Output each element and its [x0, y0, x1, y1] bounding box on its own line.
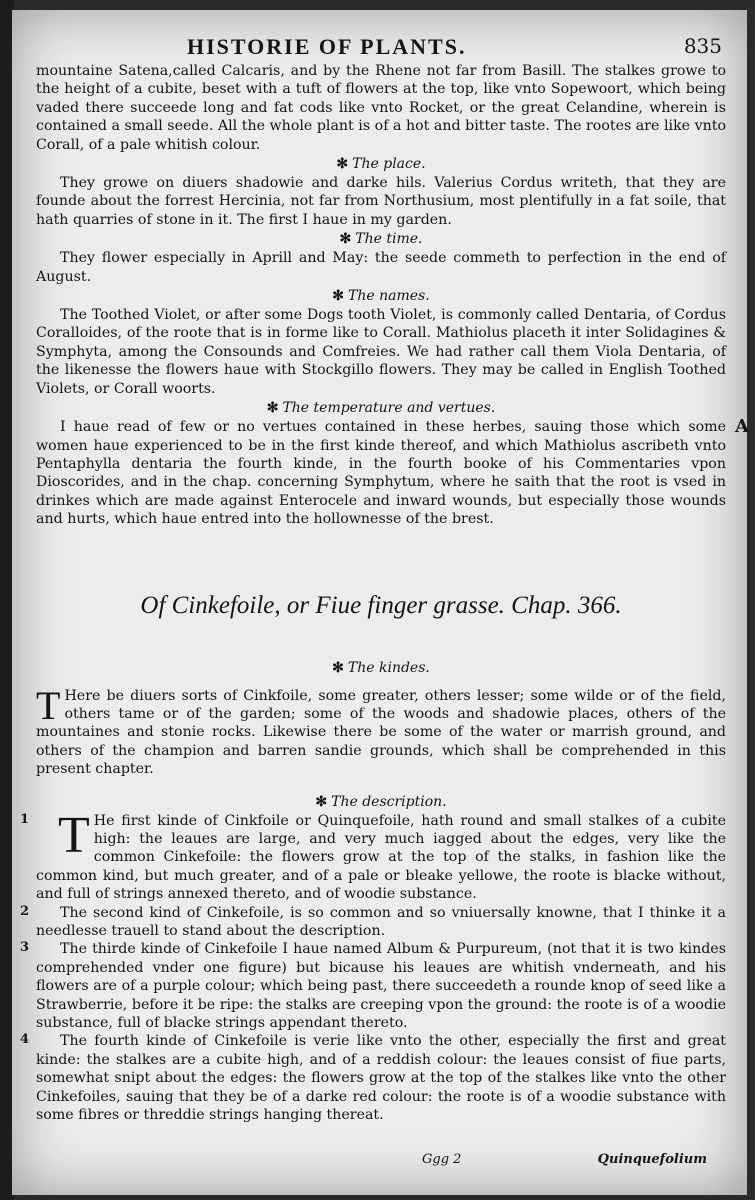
description-item-2: 2 The second kind of Cinkefoile, is so common and so vniuersally knowne, that I thinke it a needlesse trauell to stand about the description. — [20, 903, 726, 939]
asterism-icon: ✻ — [336, 156, 349, 173]
section-heading-time: ✻ The time. — [339, 231, 423, 248]
asterism-icon: ✻ — [332, 288, 345, 305]
page-body — [20, 62, 726, 1124]
page-footer — [12, 1152, 747, 1174]
kindes-paragraph: T Here be diuers sorts of Cinkfoile, some greater, others lesser; some wilde or of the field, others tame or of the garden; some of the woods and shadowie places, others of the mountaines and stonie rocks. Likewise there be some of the water or marrish ground, and others of the champion and barren sandie grounds, which shall be comprehended in this present chapter. — [36, 682, 726, 778]
drop-capital: T — [58, 806, 90, 864]
section-heading-names: ✻ The names. — [332, 288, 430, 305]
item-number: 4 — [20, 1032, 30, 1048]
page-header — [12, 34, 747, 64]
asterism-icon: ✻ — [332, 659, 344, 676]
margin-letter: A — [735, 416, 749, 437]
page-number: 835 — [683, 34, 722, 58]
intro-paragraph: mountaine Satena,called Calcaris, and by the Rhene not far from Basill. The stalkes growe to the height of a cubite, beset with a tuft of flowers at the top, like vnto Sopewoort, which being vaded there succeede long and fat cods like vnto Rocket, or the great Celandine, wherein is contained a small seede. All the whole plant is of a hot and bitter taste. The rootes are like vnto Corall, of a pale whitish colour. — [36, 63, 726, 153]
book-page — [12, 10, 747, 1195]
signature-mark: Ggg 2 — [422, 1152, 462, 1167]
description-item-4: 4 The fourth kinde of Cinkefoile is verie like vnto the other, especially the first and great kinde: the stalkes are a cubite high, and of a reddish colour: the leaues consist of fiue parts, somewhat snipt about the edges: the flowers grow at the top of the stalkes like vnto the other Cinkefoiles, sauing that they be of a darke red colour: the roote is of a woodie substance with some fibres or threddie strings hanging thereat. — [20, 1032, 726, 1124]
section-heading-description: ✻ The description. — [315, 793, 447, 810]
time-paragraph: They flower especially in Aprill and May: the seede commeth to perfection in the end of August. — [36, 250, 726, 285]
item-number: 3 — [20, 940, 30, 956]
item-number: 1 — [20, 811, 30, 827]
running-title: HISTORIE OF PLANTS. — [187, 34, 467, 59]
item-number: 2 — [20, 903, 30, 919]
drop-capital: T — [36, 682, 61, 728]
asterism-icon: ✻ — [315, 793, 328, 810]
asterism-icon: ✻ — [266, 400, 279, 417]
section-heading-temperature: ✻ The temperature and vertues. — [266, 400, 496, 417]
section-heading-place: ✻ The place. — [336, 156, 426, 173]
temperature-paragraph: I haue read of few or no vertues contained in these herbes, sauing those which some women haue experienced to be in the first kinde thereof, and which Mathiolus ascribeth vnto Pentaphylla dentaria the fourth kinde, in the fourth booke of his Commentaries vpon Dioscorides, and in the chap. concerning Symphytum, where he saith that the root is vsed in drinkes which are made against Enterocele and inward wounds, but especially those wounds and hurts, which haue entred into the hollownesse of the brest. — [36, 419, 726, 528]
place-paragraph: They growe on diuers shadowie and darke hils. Valerius Cordus writeth, that they are founde about the forrest Hercinia, not far from Northusium, most plentifully in a fat soile, that hath quarries of stone in it. The first I haue in my garden. — [36, 175, 726, 228]
section-heading-kindes: ✻ The kindes. — [332, 659, 430, 676]
description-item-1: 1 T He first kinde of Cinkfoile or Quinquefoile, hath round and small stalkes of a cubite high: the leaues are large, and very much iagged about the edges, very like the common Cinkefoile: the flowers grow at the top of the stalks, in fashion like the common kind, but much greater, and of a pale or bleake yellowe, the roote is blacke without, and full of strings annexed thereto, and of woodie substance. — [20, 806, 726, 903]
chapter-title: Of Cinkefoile, or Fiue finger grasse. Chap. 366. — [140, 591, 622, 619]
asterism-icon: ✻ — [339, 231, 352, 248]
description-item-3: 3 The thirde kinde of Cinkefoile I haue named Album & Purpureum, (not that it is two kindes comprehended vnder one figure) but bicause his leaues are whitish vnderneath, and his flowers are of a purple colour; which being past, there succeedeth a rounde knop of seed like a Strawberrie, before it be ripe: the stalks are creeping vpon the ground: the roote is of a woodie substance, full of blacke strings appendant thereto. — [20, 940, 726, 1032]
catchword: Quinquefolium — [597, 1152, 707, 1167]
names-paragraph: The Toothed Violet, or after some Dogs tooth Violet, is commonly called Dentaria, of Cordus Coralloides, of the roote that is in forme like to Corall. Mathiolus placeth it inter Solidagines & Symphyta, among the Consounds and Comfreies. We had rather call them Viola Dentaria, of the likenesse the flowers haue with Stockgillo flowers. They may be called in English Toothed Violets, or Corall woorts. — [36, 307, 726, 397]
